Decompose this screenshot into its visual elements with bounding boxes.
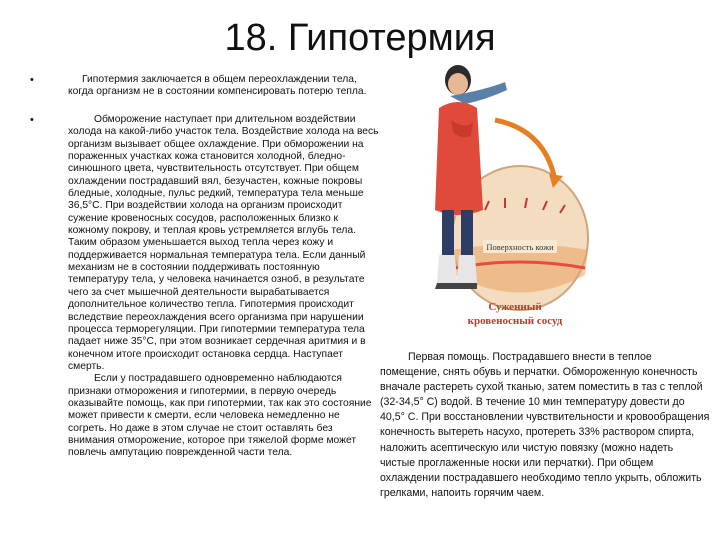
slide-title: 18. Гипотермия	[224, 17, 496, 59]
bullet-marker: •	[30, 114, 34, 126]
frostbite-paragraph: Обморожение наступает при длительном воздействии холода на какой-либо участок тела. Воздействие холода на весь организм вызывает общее охлаждение. При обморожении на пораженных участках кожа становится холодной, бледно-синюшного цвета, чувствительность отсутствует. При общем охлаждении пострадавший вял, безучастен, кожные покровы бледные, холодные, пульс редкий, температура тела меньше 36,5°С. При воздействии холода на организм происходит сужение кровеносных сосудов, расположенных близко к кожному покрову, и теплая кровь устремляется вглубь тела. Таким образом уменьшается выход тепла через кожу и поддерживается нормальная температура тела. Если данный механизм не в состоянии поддерживать постоянную температуру тела, у человека начинается озноб, в результате чего за счет мышечной деятельности вырабатывается дополнительное количество тепла. Гипотермия происходит вследствие переохлаждения всего организма при нарушении процесса терморегуляции. При гипотермии температура тела падает ниже 35°С, при этом возникает сердечная аритмия и в конечном итоге происходит остановка сердца. Наступает смерть.	[68, 114, 379, 372]
vessel-caption-line1: Суженный	[488, 301, 542, 313]
skin-surface-label: Поверхность кожи	[486, 242, 554, 252]
frostbite-description	[68, 114, 380, 460]
vessel-caption-line2: кровеносный сосуд	[467, 315, 563, 327]
bullet-marker: •	[30, 74, 34, 86]
first-aid-paragraph: Первая помощь. Пострадавшего внести в теплое помещение, снять обувь и перчатки. Обмороженную конечность вначале растереть сухой тканью, затем поместить в таз с теплой (32-34,5° С) водой. В течение 10 мин температуру довести до 40,5° С. При восстановлении чувствительности и кровообращения конечность вытереть насухо, протереть 33% раствором спирта, наложить асептическую или чистую повязку (можно надеть чистые проглаженные носки или перчатки). При общем охлаждении пострадавшего необходимо тепло укрыть, обложить грелками, напоить горячим чаем.	[380, 351, 710, 499]
cold-person-illustration	[425, 60, 600, 335]
first-aid-text	[380, 350, 710, 501]
hypothermia-definition: Гипотермия заключается в общем переохлаждении тела, когда организм не в состоянии компенсировать потерю тепла.	[68, 74, 367, 98]
combined-injury-paragraph: Если у пострадавшего одновременно наблюдаются признаки отморожения и гипотермии, в первую очередь оказывайте помощь, как при гипотермии, так как это состояние может привести к смерти, если человека немедленно не согреть. Но даже в этом случае не стоит оставлять без внимания отморожение, которое при тяжелой форме может повлечь ампутацию поврежденной части тела.	[68, 373, 372, 459]
